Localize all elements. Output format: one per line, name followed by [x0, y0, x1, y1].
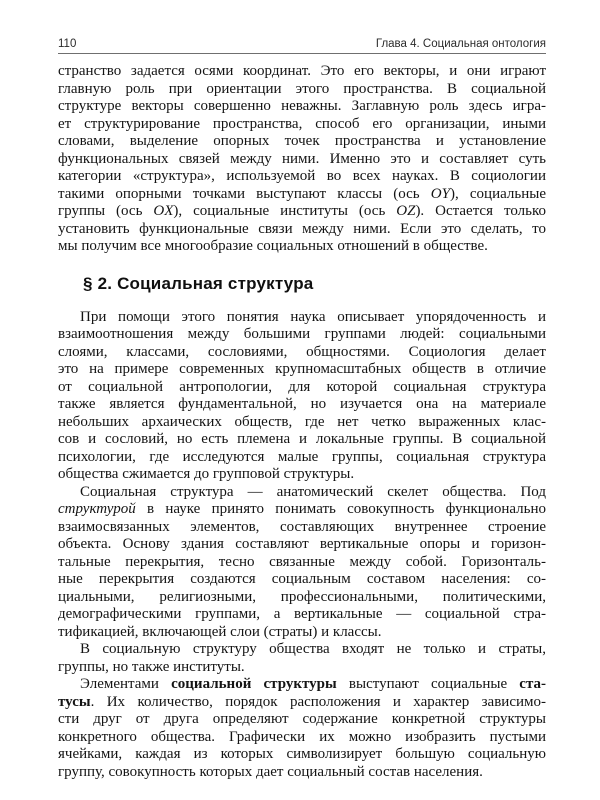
section-heading: § 2. Социальная структура — [83, 273, 314, 293]
text-line — [58, 221, 546, 239]
text-run: структуре векторы совершенно неважны. Заглавную роль здесь игра- — [58, 98, 546, 114]
text-line — [58, 606, 546, 624]
text-run: функциональных связей между ними. Именно это и составляет суть — [58, 150, 546, 167]
text-run: ячейками, каждая из которых символизирует большую социальную — [58, 746, 546, 762]
text-run: объекта. Основу здания составляют вертикальные опоры и горизон- — [58, 536, 546, 552]
text-run: ста- — [519, 676, 546, 692]
text-run: структурой — [58, 501, 136, 517]
paragraph — [58, 309, 546, 484]
text-line — [58, 449, 546, 467]
text-run: группы (ось — [58, 203, 154, 219]
text-run: ), социальные — [449, 185, 546, 202]
text-run: социальной структуры — [171, 676, 337, 692]
text-run: категории «структура», используемой во всех науках. В социологии — [58, 168, 546, 184]
text-run: тальные перекрытия, тесно связанные между собой. Горизонталь- — [58, 553, 546, 570]
text-run: мы получим все многообразие социальных отношений в обществе. — [58, 238, 488, 254]
text-line — [58, 466, 546, 484]
paragraph — [58, 641, 546, 676]
text-run: ), социальные институты (ось — [173, 203, 397, 219]
text-run: небольших архаических обществ, где нет четко выраженных клас- — [58, 413, 546, 430]
text-line — [58, 694, 546, 712]
text-run: взаимоотношения между большими группами людей: социальными — [58, 326, 546, 342]
page-body — [58, 63, 546, 781]
text-line — [58, 414, 546, 432]
running-title: Глава 4. Социальная онтология — [375, 38, 546, 50]
running-header — [58, 37, 546, 54]
text-line — [58, 431, 546, 449]
text-run: общества сжимается до групповой структуры. — [58, 466, 355, 482]
paragraph — [58, 484, 546, 642]
text-line — [58, 309, 546, 327]
text-run: психологии, где исследуются малые группы, социальная структура — [58, 448, 546, 465]
body-after-heading — [58, 309, 546, 782]
paragraph — [58, 63, 546, 256]
text-run: При помощи этого понятия наука описывает упорядоченность и — [80, 308, 546, 325]
text-run: демографическими группами, а вертикальные — социальной стра- — [58, 606, 546, 622]
text-line — [58, 81, 546, 99]
text-line — [58, 729, 546, 747]
text-line — [58, 238, 546, 256]
text-run: тификацией, включающей слои (страты) и классы. — [58, 623, 382, 640]
text-line — [58, 746, 546, 764]
text-run: OX — [153, 203, 174, 219]
body-before-heading — [58, 63, 546, 256]
text-run: ет структурирование пространства, способ его организации, иными — [58, 115, 546, 132]
text-run: это на примере современных крупномасштабных обществ в отличие — [58, 361, 546, 377]
text-line — [58, 361, 546, 379]
text-line — [58, 641, 546, 659]
text-line — [58, 536, 546, 554]
text-line — [58, 764, 546, 782]
text-run: сов и сословий, но есть племена и локальные группы. В социальной — [58, 431, 546, 447]
text-run: также является фундаментальной, но изучается она на материале — [58, 396, 546, 412]
text-line — [58, 186, 546, 204]
text-run: установить функциональные связи между ними. Если это сделать, то — [58, 220, 546, 237]
text-line — [58, 676, 546, 694]
text-line — [58, 116, 546, 134]
text-line — [58, 501, 546, 519]
text-line — [58, 659, 546, 677]
text-line — [58, 711, 546, 729]
text-line — [58, 484, 546, 502]
text-line — [58, 624, 546, 642]
text-run: тусы — [58, 693, 91, 710]
text-line — [58, 571, 546, 589]
text-run: такими опорными точками выступают классы (ось — [58, 185, 431, 202]
text-line — [58, 326, 546, 344]
text-line — [58, 168, 546, 186]
text-run: главную роль при ориентации этого пространства. В социальной — [58, 80, 546, 97]
text-run: OY — [430, 185, 450, 202]
paragraph — [58, 676, 546, 781]
text-run: Элементами — [80, 676, 172, 692]
text-run: группы, но также институты. — [58, 658, 245, 675]
text-run: выступают социальные — [336, 676, 520, 692]
text-line — [58, 133, 546, 151]
text-run: OZ — [396, 203, 416, 219]
text-line — [58, 589, 546, 607]
text-line — [58, 203, 546, 221]
text-run: странство задается осями координат. Это его векторы, и они играют — [58, 63, 546, 79]
text-run: от социальной антропологии, для которой социальная структура — [58, 378, 546, 395]
page-number: 110 — [58, 38, 77, 50]
text-run: ). Остается только — [415, 203, 546, 219]
text-run: Социальная структура — анатомический скелет общества. Под — [80, 483, 546, 500]
text-run: взаимосвязанных элементов, составляющих внутреннее строение — [58, 518, 546, 535]
text-run: в науке принято понимать совокупность функционально — [135, 501, 546, 517]
text-line — [58, 98, 546, 116]
text-run: циальными, религиозными, профессиональными, политическими, — [58, 588, 546, 605]
text-run: конкретного общества. Графически их можно изобразить пустыми — [58, 728, 546, 745]
text-line — [58, 519, 546, 537]
text-line — [58, 379, 546, 397]
text-run: В социальную структуру общества входят не только и страты, — [80, 641, 546, 657]
text-line — [58, 396, 546, 414]
text-run: сти друг от друга определяют содержание конкретной структуры — [58, 711, 546, 727]
text-run: слоями, классами, сословиями, общностями. Социология делает — [58, 343, 546, 360]
text-line — [58, 151, 546, 169]
text-run: группу, совокупность которых дает социальный состав населения. — [58, 763, 483, 780]
text-line — [58, 344, 546, 362]
text-line — [58, 63, 546, 81]
text-run: ные перекрытия создаются социальным составом населения: со- — [58, 571, 546, 587]
text-run: . Их количество, порядок расположения и характер зависимо- — [90, 693, 546, 710]
text-run: словами, выделение опорных точек пространства и установление — [58, 133, 546, 149]
text-line — [58, 554, 546, 572]
